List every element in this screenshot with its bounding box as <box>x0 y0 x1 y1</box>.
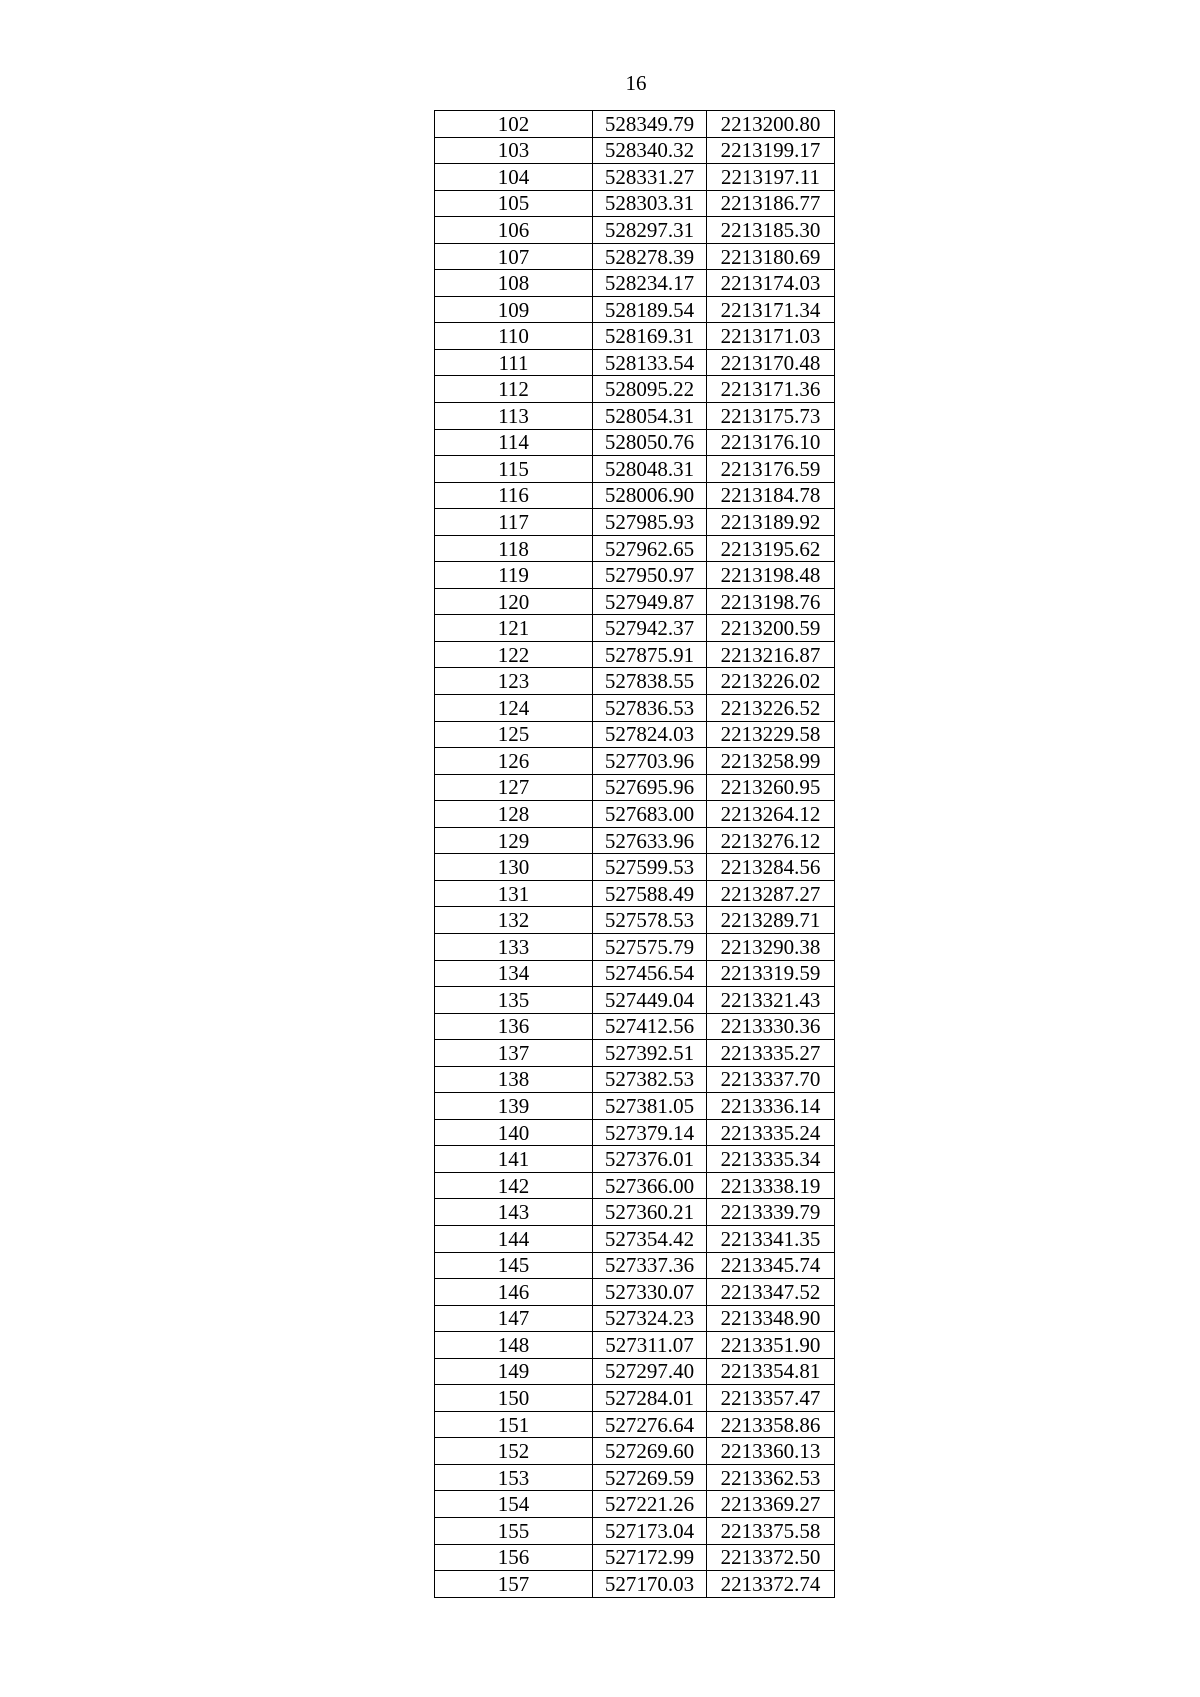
table-row <box>435 509 835 536</box>
y-coordinate-cell: 2213372.74 <box>707 1571 835 1598</box>
x-coordinate-cell: 528095.22 <box>593 376 707 403</box>
table-row <box>435 1411 835 1438</box>
table-row <box>435 695 835 722</box>
y-coordinate-cell: 2213335.27 <box>707 1040 835 1067</box>
point-number-cell: 128 <box>435 801 593 828</box>
x-coordinate-cell: 527836.53 <box>593 695 707 722</box>
y-coordinate-cell: 2213198.76 <box>707 588 835 615</box>
x-coordinate-cell: 527695.96 <box>593 774 707 801</box>
table-row <box>435 270 835 297</box>
y-coordinate-cell: 2213170.48 <box>707 349 835 376</box>
x-coordinate-cell: 527824.03 <box>593 721 707 748</box>
point-number-cell: 107 <box>435 243 593 270</box>
point-number-cell: 156 <box>435 1544 593 1571</box>
x-coordinate-cell: 527599.53 <box>593 854 707 881</box>
point-number-cell: 120 <box>435 588 593 615</box>
x-coordinate-cell: 527633.96 <box>593 827 707 854</box>
point-number-cell: 104 <box>435 164 593 191</box>
point-number-cell: 121 <box>435 615 593 642</box>
point-number-cell: 124 <box>435 695 593 722</box>
table-row <box>435 801 835 828</box>
x-coordinate-cell: 527950.97 <box>593 562 707 589</box>
point-number-cell: 139 <box>435 1093 593 1120</box>
y-coordinate-cell: 2213171.03 <box>707 323 835 350</box>
x-coordinate-cell: 527376.01 <box>593 1146 707 1173</box>
x-coordinate-cell: 527221.26 <box>593 1491 707 1518</box>
y-coordinate-cell: 2213189.92 <box>707 509 835 536</box>
table-row <box>435 641 835 668</box>
point-number-cell: 123 <box>435 668 593 695</box>
x-coordinate-cell: 527588.49 <box>593 880 707 907</box>
x-coordinate-cell: 528303.31 <box>593 190 707 217</box>
point-number-cell: 145 <box>435 1252 593 1279</box>
table-row <box>435 1199 835 1226</box>
y-coordinate-cell: 2213180.69 <box>707 243 835 270</box>
point-number-cell: 106 <box>435 217 593 244</box>
point-number-cell: 111 <box>435 349 593 376</box>
y-coordinate-cell: 2213185.30 <box>707 217 835 244</box>
x-coordinate-cell: 528340.32 <box>593 137 707 164</box>
y-coordinate-cell: 2213229.58 <box>707 721 835 748</box>
y-coordinate-cell: 2213319.59 <box>707 960 835 987</box>
x-coordinate-cell: 527173.04 <box>593 1517 707 1544</box>
table-row <box>435 1146 835 1173</box>
table-row <box>435 1517 835 1544</box>
point-number-cell: 152 <box>435 1438 593 1465</box>
point-number-cell: 102 <box>435 111 593 138</box>
table-row <box>435 1013 835 1040</box>
x-coordinate-cell: 527324.23 <box>593 1305 707 1332</box>
point-number-cell: 132 <box>435 907 593 934</box>
point-number-cell: 103 <box>435 137 593 164</box>
table-row <box>435 349 835 376</box>
x-coordinate-cell: 527838.55 <box>593 668 707 695</box>
table-row <box>435 1225 835 1252</box>
y-coordinate-cell: 2213321.43 <box>707 987 835 1014</box>
point-number-cell: 137 <box>435 1040 593 1067</box>
y-coordinate-cell: 2213339.79 <box>707 1199 835 1226</box>
point-number-cell: 148 <box>435 1332 593 1359</box>
x-coordinate-cell: 527412.56 <box>593 1013 707 1040</box>
x-coordinate-cell: 527381.05 <box>593 1093 707 1120</box>
table-row <box>435 1544 835 1571</box>
y-coordinate-cell: 2213216.87 <box>707 641 835 668</box>
point-number-cell: 118 <box>435 535 593 562</box>
point-number-cell: 122 <box>435 641 593 668</box>
table-row <box>435 1438 835 1465</box>
table-row <box>435 1385 835 1412</box>
y-coordinate-cell: 2213175.73 <box>707 403 835 430</box>
point-number-cell: 135 <box>435 987 593 1014</box>
table-row <box>435 137 835 164</box>
y-coordinate-cell: 2213200.59 <box>707 615 835 642</box>
point-number-cell: 119 <box>435 562 593 589</box>
point-number-cell: 129 <box>435 827 593 854</box>
y-coordinate-cell: 2213260.95 <box>707 774 835 801</box>
table-row <box>435 1172 835 1199</box>
y-coordinate-cell: 2213348.90 <box>707 1305 835 1332</box>
point-number-cell: 140 <box>435 1119 593 1146</box>
point-number-cell: 138 <box>435 1066 593 1093</box>
point-number-cell: 115 <box>435 456 593 483</box>
y-coordinate-cell: 2213357.47 <box>707 1385 835 1412</box>
x-coordinate-cell: 527949.87 <box>593 588 707 615</box>
y-coordinate-cell: 2213347.52 <box>707 1279 835 1306</box>
x-coordinate-cell: 528006.90 <box>593 482 707 509</box>
y-coordinate-cell: 2213171.34 <box>707 296 835 323</box>
point-number-cell: 147 <box>435 1305 593 1332</box>
table-row <box>435 482 835 509</box>
point-number-cell: 133 <box>435 933 593 960</box>
point-number-cell: 109 <box>435 296 593 323</box>
y-coordinate-cell: 2213372.50 <box>707 1544 835 1571</box>
point-number-cell: 136 <box>435 1013 593 1040</box>
y-coordinate-cell: 2213338.19 <box>707 1172 835 1199</box>
x-coordinate-cell: 527311.07 <box>593 1332 707 1359</box>
table-row <box>435 1066 835 1093</box>
y-coordinate-cell: 2213354.81 <box>707 1358 835 1385</box>
x-coordinate-cell: 528349.79 <box>593 111 707 138</box>
table-row <box>435 164 835 191</box>
x-coordinate-cell: 527337.36 <box>593 1252 707 1279</box>
table-row <box>435 562 835 589</box>
x-coordinate-cell: 528169.31 <box>593 323 707 350</box>
table-row <box>435 827 835 854</box>
point-number-cell: 144 <box>435 1225 593 1252</box>
y-coordinate-cell: 2213360.13 <box>707 1438 835 1465</box>
x-coordinate-cell: 527703.96 <box>593 748 707 775</box>
y-coordinate-cell: 2213284.56 <box>707 854 835 881</box>
x-coordinate-cell: 527269.59 <box>593 1464 707 1491</box>
x-coordinate-cell: 527578.53 <box>593 907 707 934</box>
table-row <box>435 1252 835 1279</box>
x-coordinate-cell: 527284.01 <box>593 1385 707 1412</box>
point-number-cell: 134 <box>435 960 593 987</box>
y-coordinate-cell: 2213362.53 <box>707 1464 835 1491</box>
table-row <box>435 854 835 881</box>
x-coordinate-cell: 527354.42 <box>593 1225 707 1252</box>
y-coordinate-cell: 2213258.99 <box>707 748 835 775</box>
table-row <box>435 535 835 562</box>
y-coordinate-cell: 2213351.90 <box>707 1332 835 1359</box>
x-coordinate-cell: 527449.04 <box>593 987 707 1014</box>
y-coordinate-cell: 2213226.02 <box>707 668 835 695</box>
x-coordinate-cell: 527360.21 <box>593 1199 707 1226</box>
y-coordinate-cell: 2213345.74 <box>707 1252 835 1279</box>
y-coordinate-cell: 2213289.71 <box>707 907 835 934</box>
point-number-cell: 112 <box>435 376 593 403</box>
point-number-cell: 105 <box>435 190 593 217</box>
table-row <box>435 1279 835 1306</box>
y-coordinate-cell: 2213226.52 <box>707 695 835 722</box>
y-coordinate-cell: 2213335.24 <box>707 1119 835 1146</box>
y-coordinate-cell: 2213375.58 <box>707 1517 835 1544</box>
x-coordinate-cell: 527276.64 <box>593 1411 707 1438</box>
point-number-cell: 149 <box>435 1358 593 1385</box>
y-coordinate-cell: 2213186.77 <box>707 190 835 217</box>
y-coordinate-cell: 2213198.48 <box>707 562 835 589</box>
x-coordinate-cell: 527269.60 <box>593 1438 707 1465</box>
point-number-cell: 125 <box>435 721 593 748</box>
x-coordinate-cell: 528133.54 <box>593 349 707 376</box>
table-row <box>435 1093 835 1120</box>
y-coordinate-cell: 2213341.35 <box>707 1225 835 1252</box>
point-number-cell: 116 <box>435 482 593 509</box>
table-row <box>435 296 835 323</box>
x-coordinate-cell: 527575.79 <box>593 933 707 960</box>
x-coordinate-cell: 527382.53 <box>593 1066 707 1093</box>
x-coordinate-cell: 527392.51 <box>593 1040 707 1067</box>
table-row <box>435 1491 835 1518</box>
x-coordinate-cell: 528050.76 <box>593 429 707 456</box>
table-row <box>435 907 835 934</box>
point-number-cell: 117 <box>435 509 593 536</box>
table-row <box>435 1305 835 1332</box>
x-coordinate-cell: 527297.40 <box>593 1358 707 1385</box>
table-row <box>435 774 835 801</box>
y-coordinate-cell: 2213369.27 <box>707 1491 835 1518</box>
x-coordinate-cell: 527962.65 <box>593 535 707 562</box>
point-number-cell: 142 <box>435 1172 593 1199</box>
y-coordinate-cell: 2213199.17 <box>707 137 835 164</box>
table-row <box>435 323 835 350</box>
x-coordinate-cell: 528331.27 <box>593 164 707 191</box>
y-coordinate-cell: 2213336.14 <box>707 1093 835 1120</box>
y-coordinate-cell: 2213330.36 <box>707 1013 835 1040</box>
x-coordinate-cell: 527985.93 <box>593 509 707 536</box>
point-number-cell: 151 <box>435 1411 593 1438</box>
point-number-cell: 157 <box>435 1571 593 1598</box>
point-number-cell: 113 <box>435 403 593 430</box>
table-row <box>435 1119 835 1146</box>
table-row <box>435 403 835 430</box>
table-row <box>435 1040 835 1067</box>
y-coordinate-cell: 2213184.78 <box>707 482 835 509</box>
y-coordinate-cell: 2213176.10 <box>707 429 835 456</box>
table-row <box>435 933 835 960</box>
point-number-cell: 146 <box>435 1279 593 1306</box>
y-coordinate-cell: 2213276.12 <box>707 827 835 854</box>
table-row <box>435 668 835 695</box>
table-row <box>435 748 835 775</box>
x-coordinate-cell: 528189.54 <box>593 296 707 323</box>
point-number-cell: 150 <box>435 1385 593 1412</box>
y-coordinate-cell: 2213176.59 <box>707 456 835 483</box>
y-coordinate-cell: 2213171.36 <box>707 376 835 403</box>
table-row <box>435 456 835 483</box>
x-coordinate-cell: 528048.31 <box>593 456 707 483</box>
table-row <box>435 243 835 270</box>
y-coordinate-cell: 2213290.38 <box>707 933 835 960</box>
y-coordinate-cell: 2213195.62 <box>707 535 835 562</box>
point-number-cell: 108 <box>435 270 593 297</box>
table-row <box>435 1464 835 1491</box>
x-coordinate-cell: 528297.31 <box>593 217 707 244</box>
point-number-cell: 126 <box>435 748 593 775</box>
table-row <box>435 429 835 456</box>
point-number-cell: 127 <box>435 774 593 801</box>
table-row <box>435 960 835 987</box>
coordinates-table <box>434 110 835 1598</box>
point-number-cell: 110 <box>435 323 593 350</box>
point-number-cell: 155 <box>435 1517 593 1544</box>
table-row <box>435 1332 835 1359</box>
x-coordinate-cell: 527875.91 <box>593 641 707 668</box>
x-coordinate-cell: 528278.39 <box>593 243 707 270</box>
table-row <box>435 721 835 748</box>
y-coordinate-cell: 2213200.80 <box>707 111 835 138</box>
point-number-cell: 114 <box>435 429 593 456</box>
x-coordinate-cell: 527942.37 <box>593 615 707 642</box>
point-number-cell: 130 <box>435 854 593 881</box>
point-number-cell: 154 <box>435 1491 593 1518</box>
table-row <box>435 217 835 244</box>
x-coordinate-cell: 527330.07 <box>593 1279 707 1306</box>
table-row <box>435 190 835 217</box>
y-coordinate-cell: 2213358.86 <box>707 1411 835 1438</box>
x-coordinate-cell: 528234.17 <box>593 270 707 297</box>
x-coordinate-cell: 527366.00 <box>593 1172 707 1199</box>
table-row <box>435 376 835 403</box>
y-coordinate-cell: 2213287.27 <box>707 880 835 907</box>
x-coordinate-cell: 527379.14 <box>593 1119 707 1146</box>
x-coordinate-cell: 527172.99 <box>593 1544 707 1571</box>
coordinates-table-body <box>435 111 835 1598</box>
point-number-cell: 153 <box>435 1464 593 1491</box>
point-number-cell: 143 <box>435 1199 593 1226</box>
x-coordinate-cell: 527456.54 <box>593 960 707 987</box>
y-coordinate-cell: 2213335.34 <box>707 1146 835 1173</box>
table-row <box>435 588 835 615</box>
page-number: 16 <box>625 71 647 95</box>
y-coordinate-cell: 2213197.11 <box>707 164 835 191</box>
point-number-cell: 141 <box>435 1146 593 1173</box>
point-number-cell: 131 <box>435 880 593 907</box>
x-coordinate-cell: 528054.31 <box>593 403 707 430</box>
x-coordinate-cell: 527683.00 <box>593 801 707 828</box>
table-row <box>435 111 835 138</box>
table-row <box>435 615 835 642</box>
y-coordinate-cell: 2213337.70 <box>707 1066 835 1093</box>
table-row <box>435 1358 835 1385</box>
table-row <box>435 1571 835 1598</box>
table-row <box>435 987 835 1014</box>
y-coordinate-cell: 2213264.12 <box>707 801 835 828</box>
y-coordinate-cell: 2213174.03 <box>707 270 835 297</box>
x-coordinate-cell: 527170.03 <box>593 1571 707 1598</box>
table-row <box>435 880 835 907</box>
